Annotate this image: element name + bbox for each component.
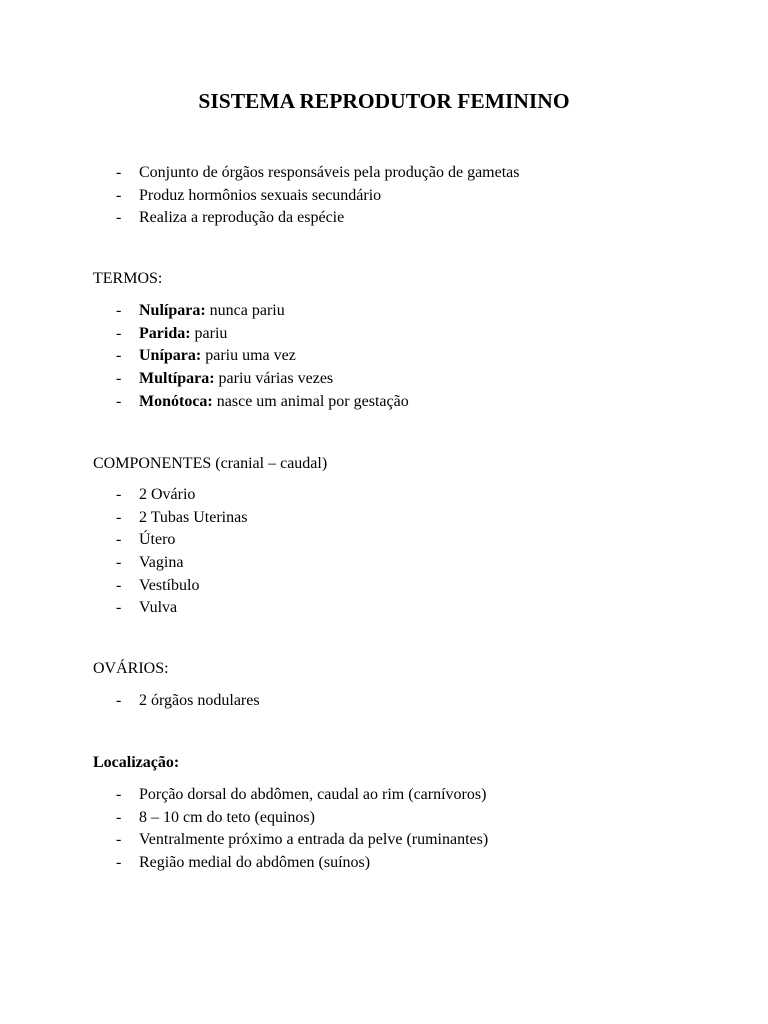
term-name: Multípara: xyxy=(139,370,215,388)
list-item-text: Realiza a reprodução da espécie xyxy=(139,209,345,227)
term-definition: nasce um animal por gestação xyxy=(212,392,409,410)
list-item-text: Região medial do abdômen (suínos) xyxy=(139,854,371,872)
localizacao-heading: Localização: xyxy=(93,754,180,771)
document-title: SISTEMA REPRODUTOR FEMININO xyxy=(198,89,570,113)
bullet-dash: - xyxy=(116,209,122,227)
list-item-text: Porção dorsal do abdômen, caudal ao rim (carnívoros) xyxy=(139,786,487,803)
term-entry xyxy=(139,323,227,346)
list-item-text: Ventralmente próximo a entrada da pelve (ruminantes) xyxy=(139,831,489,849)
bullet-dash: - xyxy=(116,370,122,388)
term-name: Unípara: xyxy=(139,347,202,365)
term-definition: pariu xyxy=(190,324,228,342)
term-name: Monótoca: xyxy=(139,392,213,410)
term-entry xyxy=(139,368,333,391)
bullet-dash: - xyxy=(116,302,122,319)
list-item-text: Vulva xyxy=(139,599,178,617)
list-item-text: Conjunto de órgãos responsáveis pela produção de gametas xyxy=(139,164,520,181)
bullet-dash: - xyxy=(116,692,122,709)
term-definition: pariu uma vez xyxy=(201,347,296,365)
list-item-text: Vestíbulo xyxy=(139,576,200,594)
list-item-text: 2 Tubas Uterinas xyxy=(139,508,248,526)
term-name: Parida: xyxy=(139,324,191,342)
term-name: Nulípara: xyxy=(139,302,206,319)
bullet-dash: - xyxy=(116,854,122,872)
list-item-text: 2 Ovário xyxy=(139,486,196,503)
bullet-dash: - xyxy=(116,786,122,803)
bullet-dash: - xyxy=(116,599,122,617)
ovarios-heading: OVÁRIOS: xyxy=(93,660,169,677)
list-item-text: Útero xyxy=(139,531,176,549)
bullet-dash: - xyxy=(116,554,122,572)
bullet-dash: - xyxy=(116,186,122,204)
term-definition: nunca pariu xyxy=(205,302,285,319)
term-definition: pariu várias vezes xyxy=(214,370,334,388)
bullet-dash: - xyxy=(116,531,122,549)
bullet-dash: - xyxy=(116,808,122,826)
componentes-heading: COMPONENTES (cranial – caudal) xyxy=(93,455,328,472)
list-item-text: 2 órgãos nodulares xyxy=(139,692,260,709)
bullet-dash: - xyxy=(116,347,122,365)
bullet-dash: - xyxy=(116,164,122,181)
bullet-dash: - xyxy=(116,324,122,342)
bullet-dash: - xyxy=(116,831,122,849)
bullet-dash: - xyxy=(116,392,122,410)
list-item-text: Produz hormônios sexuais secundário xyxy=(139,186,382,204)
list-item-text: 8 – 10 cm do teto (equinos) xyxy=(139,808,315,826)
term-entry xyxy=(139,345,296,368)
bullet-dash: - xyxy=(116,576,122,594)
bullet-dash: - xyxy=(116,508,122,526)
term-entry xyxy=(139,300,285,323)
bullet-dash: - xyxy=(116,486,122,503)
list-item-text: Vagina xyxy=(139,554,184,572)
term-entry xyxy=(139,391,409,414)
termos-heading: TERMOS: xyxy=(93,270,163,287)
